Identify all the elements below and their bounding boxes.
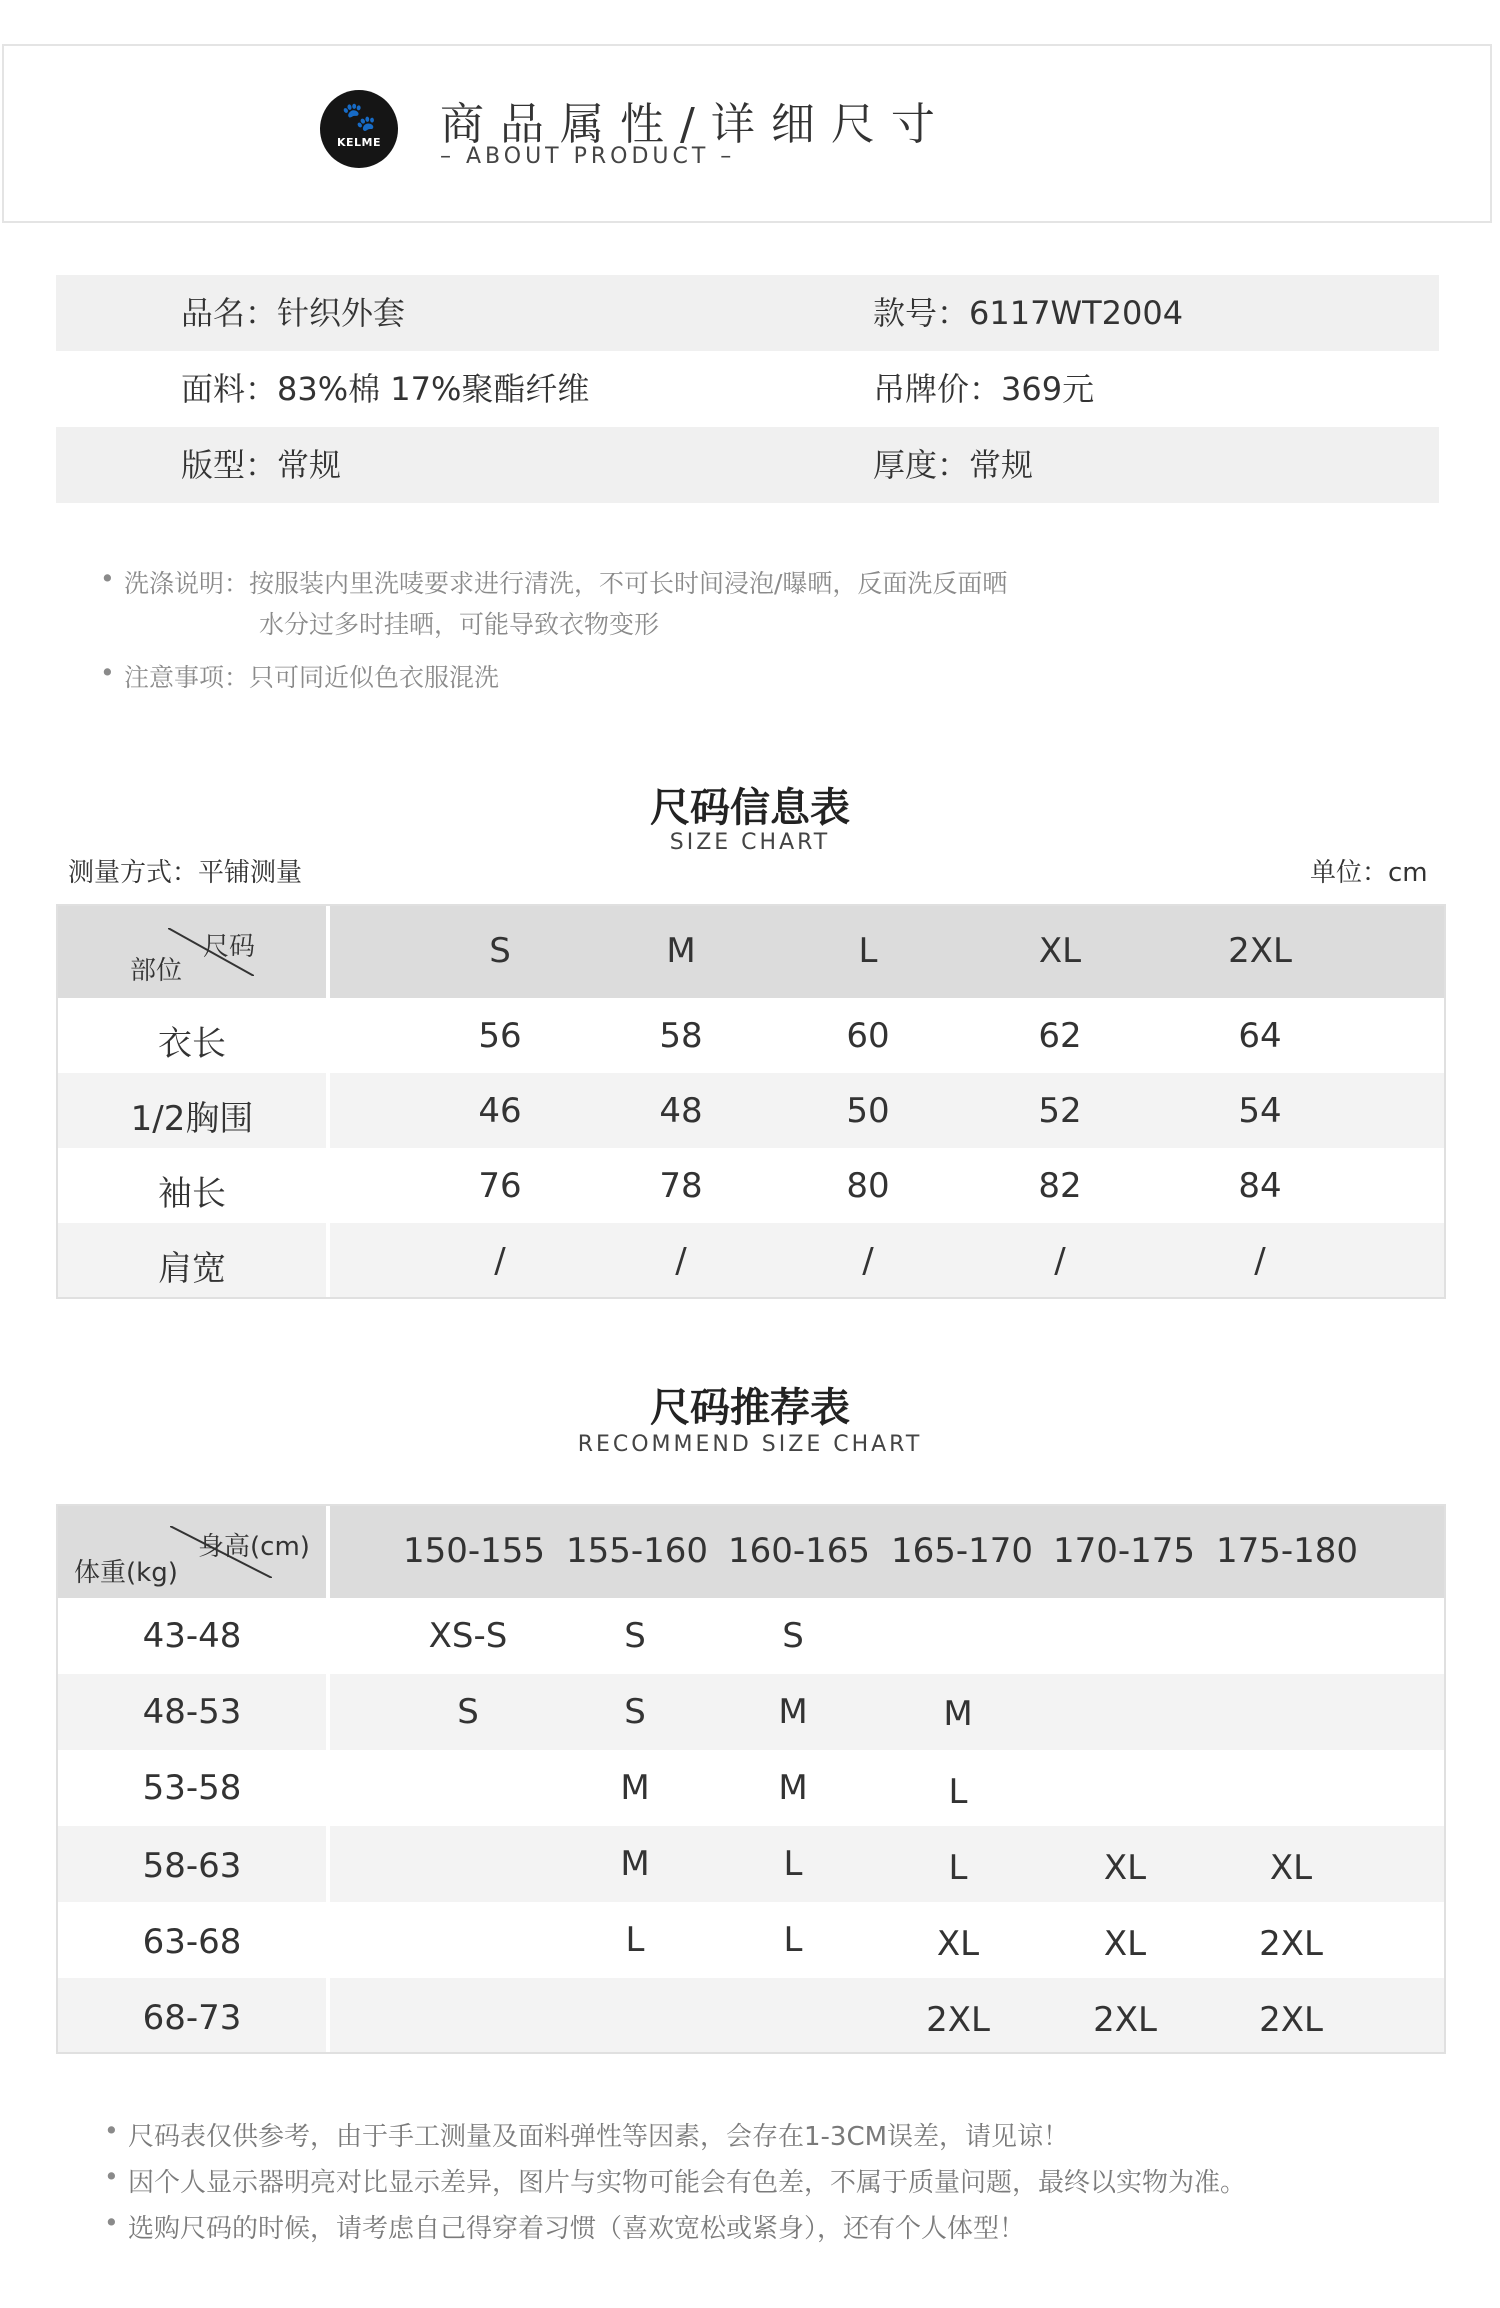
attribute-row — [56, 275, 1439, 351]
table-cell: S — [624, 1692, 646, 1732]
table-cell: S — [624, 1616, 646, 1656]
table-cell: 62 — [1038, 1016, 1082, 1056]
table-cell: L — [948, 1848, 968, 1888]
table-cell: 78 — [659, 1166, 703, 1206]
footer-note: 尺码表仅供参考，由于手工测量及面料弹性等因素，会存在1-3CM误差，请见谅！ — [128, 2122, 1070, 2152]
fit: 版型：常规 — [181, 446, 342, 484]
table-cell: 60 — [846, 1016, 890, 1056]
row-label: 1/2胸围 — [130, 1099, 254, 1139]
table-cell: 56 — [478, 1016, 522, 1056]
table-cell: / — [675, 1241, 687, 1281]
table-cell: / — [1054, 1241, 1066, 1281]
size-chart-title: 尺码信息表 — [650, 785, 850, 831]
bullet: • — [104, 2116, 119, 2145]
column-divider — [326, 1506, 330, 2052]
column-divider — [326, 906, 330, 1297]
height-header: 150-155 — [403, 1531, 546, 1571]
row-label: 43-48 — [142, 1616, 242, 1656]
table-cell: XL — [1103, 1848, 1147, 1888]
table-cell: S — [457, 1692, 479, 1732]
wash-instructions-cont: 水分过多时挂晒，可能导致衣物变形 — [259, 610, 660, 639]
table-cell: 52 — [1038, 1091, 1082, 1131]
corner-part-label: 部位 — [130, 956, 183, 986]
height-header: 165-170 — [891, 1531, 1034, 1571]
tag-price: 吊牌价：369元 — [873, 370, 1095, 408]
table-cell: 82 — [1038, 1166, 1082, 1206]
height-header: 160-165 — [728, 1531, 871, 1571]
table-cell: 48 — [659, 1091, 703, 1131]
table-cell: 50 — [846, 1091, 890, 1131]
table-cell: L — [948, 1772, 968, 1812]
table-cell: L — [625, 1920, 645, 1960]
bullet: • — [100, 564, 115, 593]
table-cell: M — [778, 1768, 808, 1808]
table-cell: 54 — [1238, 1091, 1282, 1131]
table-cell: 76 — [478, 1166, 522, 1206]
table-cell: L — [783, 1920, 803, 1960]
logo-text: KELME — [336, 136, 381, 149]
row-label: 48-53 — [142, 1692, 242, 1732]
size-chart-subtitle: SIZE CHART — [669, 830, 831, 855]
paw-icon: 🐾 — [341, 100, 377, 133]
table-cell: 2XL — [1259, 2000, 1323, 2040]
table-cell: XL — [936, 1924, 980, 1964]
table-cell: L — [783, 1844, 803, 1884]
size-header: L — [858, 931, 878, 971]
attribute-row — [56, 427, 1439, 503]
recommend-chart-title: 尺码推荐表 — [650, 1385, 850, 1431]
size-chart-table — [56, 904, 1446, 1299]
row-label: 袖长 — [158, 1174, 226, 1214]
footer-note: 选购尺码的时候，请考虑自己得穿着习惯（喜欢宽松或紧身），还有个人体型！ — [128, 2214, 1026, 2244]
attribute-row — [56, 351, 1439, 427]
table-cell: XS-S — [428, 1616, 508, 1656]
row-label: 衣长 — [158, 1024, 226, 1064]
table-cell: 64 — [1238, 1016, 1282, 1056]
height-header: 170-175 — [1053, 1531, 1196, 1571]
height-header: 175-180 — [1216, 1531, 1359, 1571]
table-cell: / — [494, 1241, 506, 1281]
table-cell: 2XL — [926, 2000, 990, 2040]
table-cell: S — [782, 1616, 804, 1656]
row-label: 58-63 — [142, 1846, 242, 1886]
table-cell: XL — [1269, 1848, 1313, 1888]
thickness: 厚度：常规 — [873, 446, 1034, 484]
row-label: 53-58 — [142, 1768, 242, 1808]
bullet: • — [100, 658, 115, 687]
unit-label: 单位：cm — [1310, 858, 1428, 888]
size-header: S — [489, 931, 511, 971]
corner-weight-label: 体重(kg) — [74, 1558, 178, 1588]
table-cell: M — [620, 1768, 650, 1808]
wash-instructions: 洗涤说明：按服装内里洗唛要求进行清洗，不可长时间浸泡/曝晒，反面洗反面晒 — [124, 569, 1008, 598]
table-cell: XL — [1103, 1924, 1147, 1964]
table-cell: 84 — [1238, 1166, 1282, 1206]
table-cell: M — [778, 1692, 808, 1732]
corner-height-label: 身高(cm) — [198, 1532, 310, 1562]
bullet: • — [104, 2208, 119, 2237]
table-cell: / — [862, 1241, 874, 1281]
fabric: 面料：83%棉 17%聚酯纤维 — [181, 370, 590, 408]
measure-method: 测量方式：平铺测量 — [68, 858, 303, 888]
product-name: 品名：针织外套 — [181, 294, 406, 332]
size-header: XL — [1038, 931, 1082, 971]
brand-logo — [320, 90, 398, 168]
height-header: 155-160 — [566, 1531, 709, 1571]
table-cell: 46 — [478, 1091, 522, 1131]
page-title: 商品属性/详细尺寸 — [440, 99, 951, 150]
table-cell: 80 — [846, 1166, 890, 1206]
bullet: • — [104, 2162, 119, 2191]
row-label: 68-73 — [142, 1998, 242, 2038]
style-number: 款号：6117WT2004 — [873, 294, 1184, 332]
footer-note: 因个人显示器明亮对比显示差异，图片与实物可能会有色差，不属于质量问题，最终以实物为准。 — [128, 2168, 1247, 2198]
page-subtitle: – ABOUT PRODUCT – — [440, 144, 736, 169]
row-label: 肩宽 — [158, 1249, 226, 1289]
table-cell: M — [943, 1694, 973, 1734]
table-cell: 58 — [659, 1016, 703, 1056]
table-cell: 2XL — [1259, 1924, 1323, 1964]
size-header: 2XL — [1228, 931, 1292, 971]
table-cell: 2XL — [1093, 2000, 1157, 2040]
size-header: M — [666, 931, 696, 971]
caution-note: 注意事项：只可同近似色衣服混洗 — [124, 663, 500, 692]
recommend-chart-table — [56, 1504, 1446, 2054]
row-label: 63-68 — [142, 1922, 242, 1962]
corner-size-label: 尺码 — [203, 932, 256, 962]
table-cell: M — [620, 1844, 650, 1884]
recommend-chart-subtitle: RECOMMEND SIZE CHART — [577, 1432, 923, 1457]
table-cell: / — [1254, 1241, 1266, 1281]
